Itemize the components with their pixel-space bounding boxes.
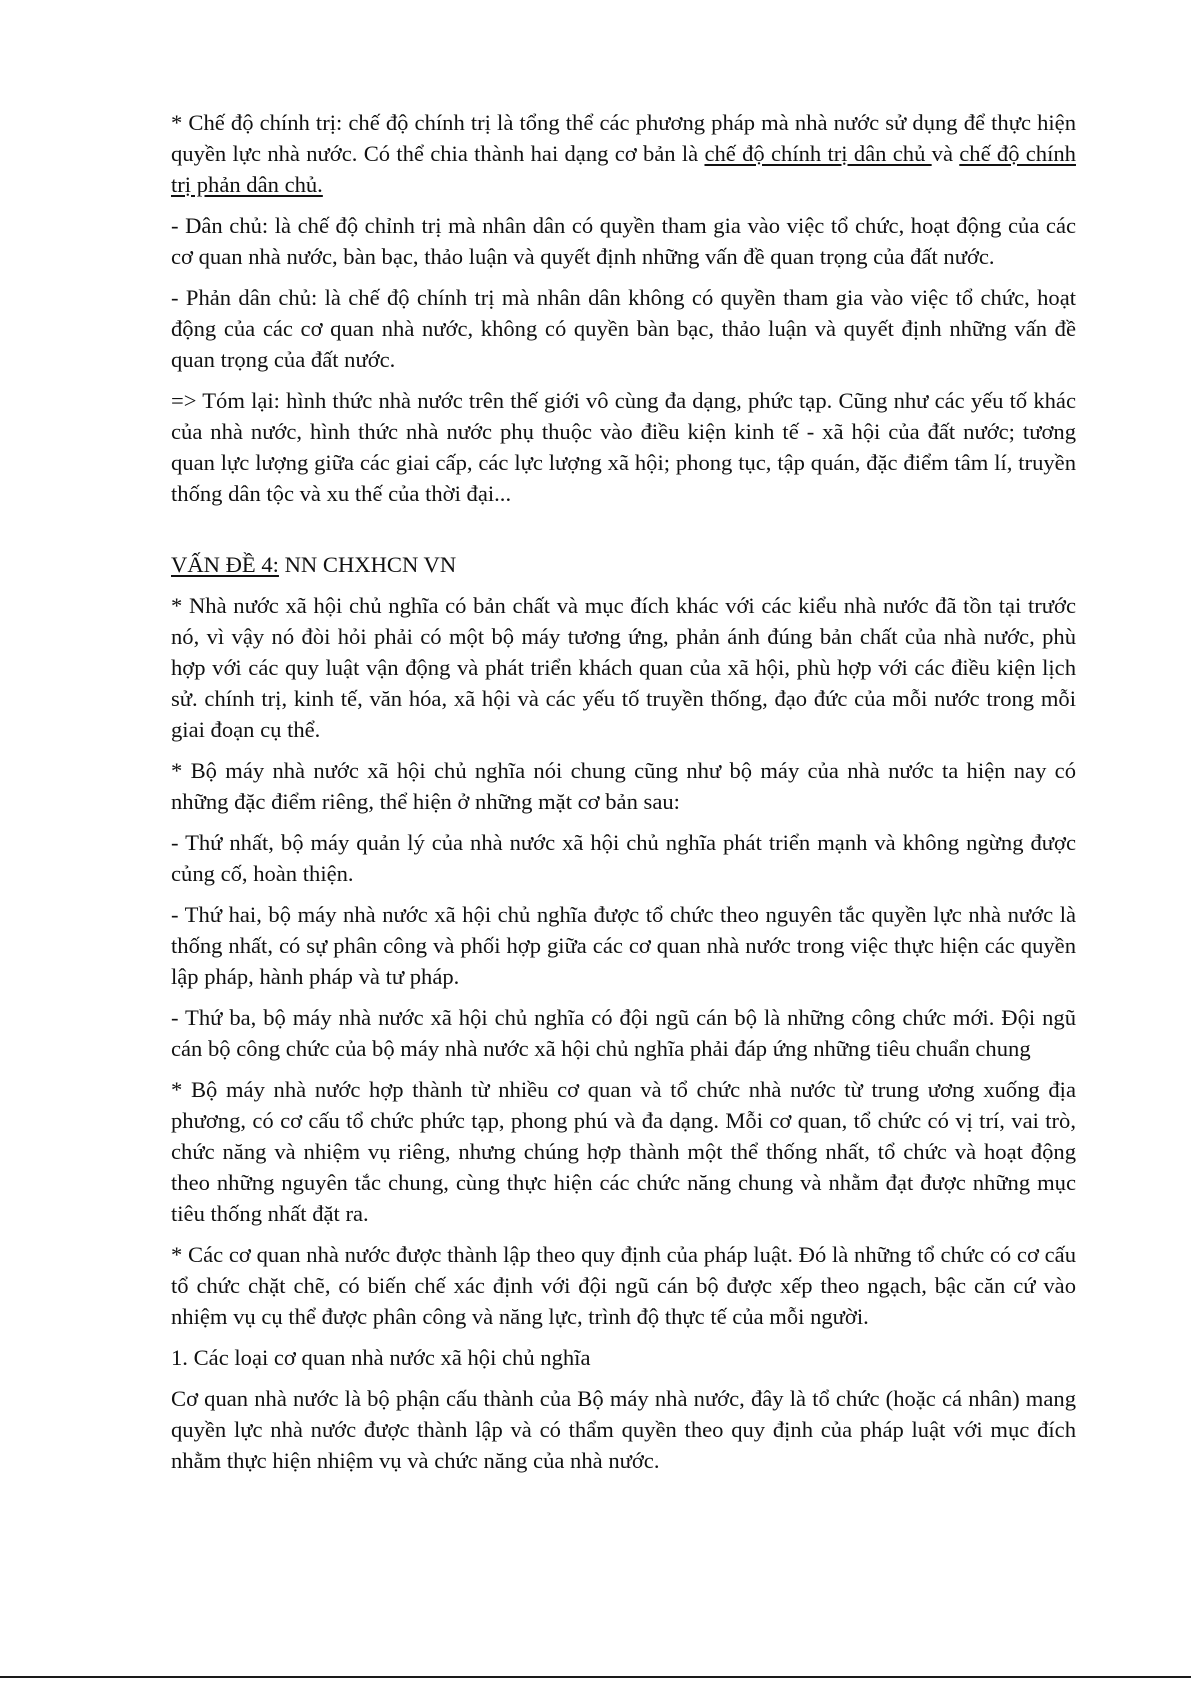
paragraph-apparatus-features: * Bộ máy nhà nước xã hội chủ nghĩa nói chung cũng như bộ máy của nhà nước ta hiện nay có những đặc điểm riêng, thể hiện ở những mặt cơ bản sau: <box>171 758 1076 814</box>
paragraph-apparatus-composition: * Bộ máy nhà nước hợp thành từ nhiều cơ quan và tổ chức nhà nước từ trung ương xuống địa phương, có cơ cấu tổ chức phức tạp, phong phú và đa dạng. Mỗi cơ quan, tổ chức có vị trí, vai trò, chức năng và nhiệm vụ riêng, nhưng chúng hợp thành một thể thống nhất, tổ chức và hoạt động theo những nguyên tắc chung, cùng thực hiện các chức năng chung và nhằm đạt được những mục tiêu thống nhất đặt ra. <box>171 1077 1076 1226</box>
antidemocratic-regime-term: chế độ chính trị phản dân chủ. <box>171 141 1076 197</box>
democratic-regime-term: chế độ chính trị dân chủ <box>704 141 932 166</box>
paragraph-agency-definition: Cơ quan nhà nước là bộ phận cấu thành của Bộ máy nhà nước, đây là tổ chức (hoặc cá nhân) mang quyền lực nhà nước được thành lập và có thẩm quyền theo quy định của pháp luật với mục đích nhằm thực hiện nhiệm vụ và chức năng của nhà nước. <box>171 1386 1076 1473</box>
paragraph-anti-democracy: - Phản dân chủ: là chế độ chính trị mà nhân dân không có quyền tham gia vào việc tổ chức, hoạt động của các cơ quan nhà nước, không có quyền bàn bạc, thảo luận và quyết định những vấn đề quan trọng của đất nước. <box>171 285 1076 372</box>
paragraph-agencies-law: * Các cơ quan nhà nước được thành lập theo quy định của pháp luật. Đó là những tổ chức có cơ cấu tổ chức chặt chẽ, có biến chế xác định với đội ngũ cán bộ được xếp theo ngạch, bậc căn cứ vào nhiệm vụ cụ thể được phân công và năng lực, trình độ thực tế của mỗi người. <box>171 1242 1076 1329</box>
section-heading <box>171 549 1076 580</box>
paragraph-democracy: - Dân chủ: là chế độ chỉnh trị mà nhân dân có quyền tham gia vào việc tổ chức, hoạt động của các cơ quan nhà nước, bàn bạc, thảo luận và quyết định những vấn đề quan trọng của đất nước. <box>171 213 1076 269</box>
paragraph-third-feature: - Thứ ba, bộ máy nhà nước xã hội chủ nghĩa có đội ngũ cán bộ là những công chức mới. Đội ngũ cán bộ công chức của bộ máy nhà nước xã hội chủ nghĩa phải đáp ứng những tiêu chuẩn chung <box>171 1005 1076 1061</box>
paragraph-political-regime <box>171 107 1076 200</box>
paragraph-summary: => Tóm lại: hình thức nhà nước trên thế giới vô cùng đa dạng, phức tạp. Cũng như các yếu tố khác của nhà nước, hình thức nhà nước phụ thuộc vào điều kiện kinh tế - xã hội của đất nước; tương quan lực lượng giữa các giai cấp, các lực lượng xã hội; phong tục, tập quán, đặc điểm tâm lí, truyền thống dân tộc và xu thế của thời đại... <box>171 388 1076 506</box>
section-heading-label: VẤN ĐỀ 4: <box>171 552 279 577</box>
document-body <box>171 107 1076 1486</box>
paragraph-socialist-state: * Nhà nước xã hội chủ nghĩa có bản chất và mục đích khác với các kiểu nhà nước đã tồn tại trước nó, vì vậy nó đòi hỏi phải có một bộ máy tương ứng, phản ánh đúng bản chất của nhà nước, phù hợp với các quy luật vận động và phát triển khách quan của xã hội, phù hợp với các điều kiện lịch sử. chính trị, kinh tế, văn hóa, xã hội và các yếu tố truyền thống, đạo đức của mỗi nước trong mỗi giai đoạn cụ thể. <box>171 593 1076 742</box>
page-bottom-rule <box>0 1676 1191 1678</box>
paragraph-second-feature: - Thứ hai, bộ máy nhà nước xã hội chủ nghĩa được tổ chức theo nguyên tắc quyền lực nhà nước là thống nhất, có sự phân công và phối hợp giữa các cơ quan nhà nước trong việc thực hiện các quyền lập pháp, hành pháp và tư pháp. <box>171 902 1076 989</box>
conjunction-text: và <box>931 141 960 166</box>
section-heading-title: NN CHXHCN VN <box>278 552 457 577</box>
political-regime-text: * Chế độ chính trị: chế độ chính trị là tổng thể các phương pháp mà nhà nước sử dụng để thực hiện quyền lực nhà nước. Có thể chia thành hai dạng cơ bản là <box>171 110 1076 166</box>
subheading-agency-types: 1. Các loại cơ quan nhà nước xã hội chủ nghĩa <box>171 1345 591 1370</box>
paragraph-first-feature: - Thứ nhất, bộ máy quản lý của nhà nước xã hội chủ nghĩa phát triển mạnh và không ngừng được củng cố, hoàn thiện. <box>171 830 1076 886</box>
